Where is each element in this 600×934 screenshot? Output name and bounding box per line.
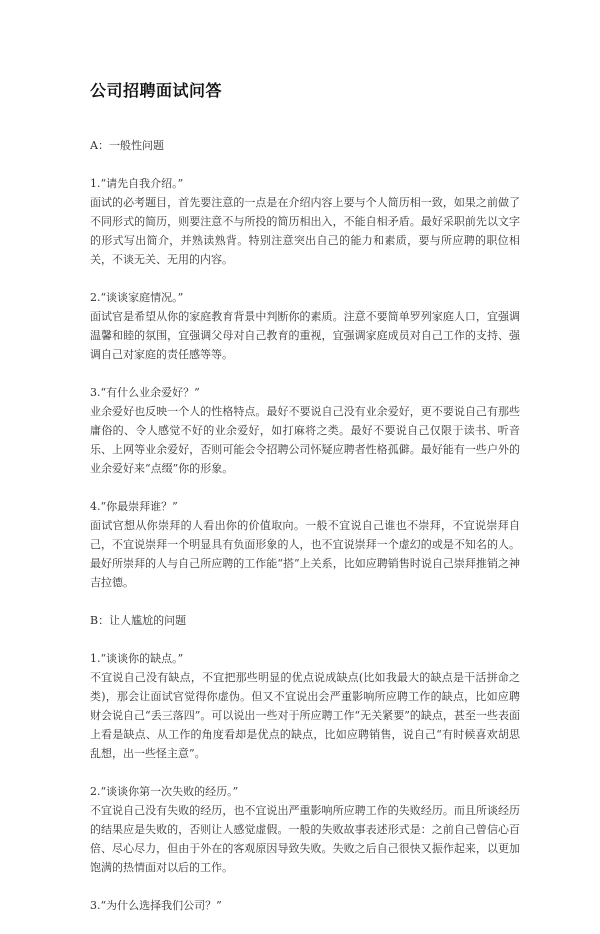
question-a1 [90,174,520,269]
question-answer: 不宜说自己没有缺点，不宜把那些明显的优点说成缺点(比如我最大的缺点是干活拼命之类)，那会让面试官觉得你虚伪。但又不宜说出会严重影响所应聘工作的缺点，比如应聘财会说自己“丢三落四”。可以说出一些对于所应聘工作“无关紧要”的缺点，甚至一些表面上看是缺点、从工作的角度看却是优点的缺点，比如应聘销售，说自己“有时候喜欢胡思乱想，出一些怪主意”。 [90,671,520,760]
question-answer: 面试官想从你崇拜的人看出你的价值取向。一般不宜说自己谁也不崇拜，不宜说崇拜自己，不宜说崇拜一个明显具有负面形象的人，也不宜说崇拜一个虚幻的或是不知名的人。最好所崇拜的人与自己所应聘的工作能“搭”上关系，比如应聘销售时说自己崇拜推销之神吉拉德。 [90,519,520,589]
question-title: 3.“有什么业余爱好？” [90,386,200,399]
question-a3 [90,383,520,478]
question-answer: 面试的必考题目，首先要注意的一点是在介绍内容上要与个人简历相一致，如果之前做了不同形式的简历，则要注意不与所投的简历相出入，不能自相矛盾。最好采职前先以文字的形式写出简介，并熟读熟背。特别注意突出自己的能力和素质，要与所应聘的职位相关，不谈无关、无用的内容。 [90,196,520,266]
question-title: 4.“你最崇拜谁？” [90,500,178,513]
question-b2 [90,782,520,877]
question-b3 [90,896,520,915]
document-title: 公司招聘面试问答 [90,81,223,100]
question-answer: 不宜说自己没有失败的经历，也不宜说出严重影响所应聘工作的失败经历。而且所谈经历的结果应是失败的，否则让人感觉虚假。一般的失败故事表述形式是：之前自己曾信心百倍、尽心尽力，但由于外在的客观原因导致失败。失败之后自己很快又振作起来，以更加饱满的热情面对以后的工作。 [90,804,520,874]
question-title: 1.“谈谈你的缺点。” [90,652,184,665]
document-content [90,136,520,934]
question-a4 [90,497,520,592]
question-answer: 业余爱好也反映一个人的性格特点。最好不要说自己没有业余爱好，更不要说自己有那些庸俗的、令人感觉不好的业余爱好，如打麻将之类。最好不要说自己仅限于读书、听音乐、上网等业余爱好，否则可能会令招聘公司怀疑应聘者性格孤僻。最好能有一些户外的业余爱好来“点缀”你的形象。 [90,405,520,475]
question-b1 [90,649,520,763]
section-heading-b: B：让人尴尬的问题 [90,614,187,627]
question-title: 1.“请先自我介绍。” [90,177,184,190]
section-heading-a: A：一般性问题 [90,139,164,152]
question-title: 3.“为什么选择我们公司？” [90,899,222,912]
question-a2 [90,288,520,364]
question-answer: 面试官是希望从你的家庭教育背景中判断你的素质。注意不要简单罗列家庭人口，宜强调温馨和睦的氛围，宜强调父母对自己教育的重视，宜强调家庭成员对自己工作的支持、强调自己对家庭的责任感等等。 [90,310,520,361]
question-title: 2.“谈谈你第一次失败的经历。” [90,785,239,798]
question-title: 2.“谈谈家庭情况。” [90,291,184,304]
